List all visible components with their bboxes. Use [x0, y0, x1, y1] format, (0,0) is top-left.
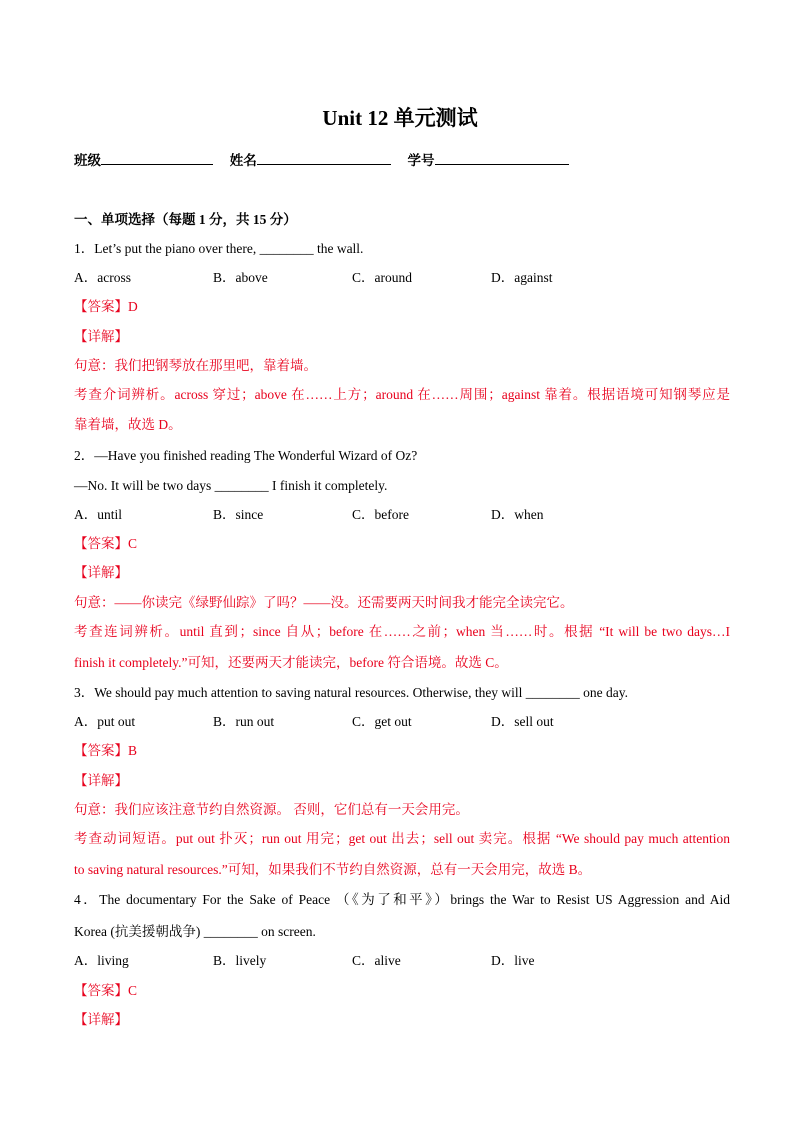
q4-answer: 【答案】C [74, 983, 138, 998]
q2-answer: 【答案】C [74, 536, 138, 551]
name-label: 姓名 [229, 153, 257, 168]
q2-option-b: B．since [213, 507, 264, 522]
q3-explanation-1: 考查动词短语。put out 扑灭；run out 用完；get out 出去；sell out 卖完。根据 “We should pay much attention [74, 831, 730, 846]
q2-option-a: A．until [74, 507, 123, 522]
q3-option-a: A．put out [74, 714, 136, 729]
q2-option-d: D．when [491, 507, 544, 522]
number-blank[interactable] [435, 150, 569, 165]
q2-stem-1: 2．—Have you finished reading The Wonderful Wizard of Oz? [74, 448, 418, 463]
q3-meaning: 句意：我们应该注意节约自然资源。 否则，它们总有一天会用完。 [74, 802, 469, 817]
class-blank[interactable] [101, 150, 213, 165]
page-title: Unit 12 单元测试 [322, 106, 478, 130]
q1-explanation-2: 靠着墙，故选 D。 [74, 417, 182, 432]
q3-stem: 3．We should pay much attention to saving natural resources. Otherwise, they will ________ one day. [74, 685, 629, 700]
q2-explanation-1: 考查连词辨析。until 直到；since 自从；before 在……之前；when 当……时。根据 “It will be two days…I [74, 624, 730, 639]
q3-option-c: C．get out [352, 714, 412, 729]
section-heading: 一、单项选择（每题 1 分，共 15 分） [74, 212, 297, 227]
q4-stem-1: 4．The documentary For the Sake of Peace （《为了和平》）brings the War to Resist US Aggression and Aid [74, 892, 730, 907]
q1-option-d: D．against [491, 270, 553, 285]
q3-option-d: D．sell out [491, 714, 554, 729]
q1-options [74, 268, 730, 288]
q2-stem-2: —No. It will be two days ________ I finish it completely. [74, 478, 388, 493]
student-info-row [74, 150, 730, 171]
name-blank[interactable] [257, 150, 391, 165]
q2-meaning: 句意：——你读完《绿野仙踪》了吗？——没。还需要两天时间我才能完全读完它。 [74, 595, 574, 610]
q1-option-a: A．across [74, 270, 131, 285]
q1-option-b: B．above [213, 270, 268, 285]
q3-detail: 【详解】 [74, 773, 128, 788]
q2-explanation-2: finish it completely.”可知，还要两天才能读完，before 符合语境。故选 C。 [74, 655, 508, 670]
q2-detail: 【详解】 [74, 565, 128, 580]
q2-options [74, 505, 730, 525]
q1-meaning: 句意：我们把钢琴放在那里吧，靠着墙。 [74, 358, 317, 373]
class-label: 班级 [74, 153, 101, 168]
q4-option-d: D．live [491, 953, 535, 968]
q2-option-c: C．before [352, 507, 409, 522]
q1-option-c: C．around [352, 270, 412, 285]
q3-option-b: B．run out [213, 714, 275, 729]
q1-detail: 【详解】 [74, 329, 128, 344]
q4-option-b: B．lively [213, 953, 267, 968]
q3-options [74, 712, 730, 732]
q1-explanation-1: 考查介词辨析。across 穿过；above 在……上方；around 在……周围；against 靠着。根据语境可知钢琴应是 [74, 387, 730, 402]
q4-option-c: C．alive [352, 953, 401, 968]
number-label: 学号 [407, 153, 435, 168]
q4-detail: 【详解】 [74, 1012, 128, 1027]
q1-stem: 1．Let’s put the piano over there, ________ the wall. [74, 241, 364, 256]
q4-stem-2: Korea (抗美援朝战争) ________ on screen. [74, 924, 316, 939]
q1-answer: 【答案】D [74, 299, 138, 314]
q3-answer: 【答案】B [74, 743, 138, 758]
q3-explanation-2: to saving natural resources.”可知，如果我们不节约自然资源，总有一天会用完，故选 B。 [74, 862, 592, 877]
q4-option-a: A．living [74, 953, 129, 968]
q4-options [74, 951, 730, 971]
